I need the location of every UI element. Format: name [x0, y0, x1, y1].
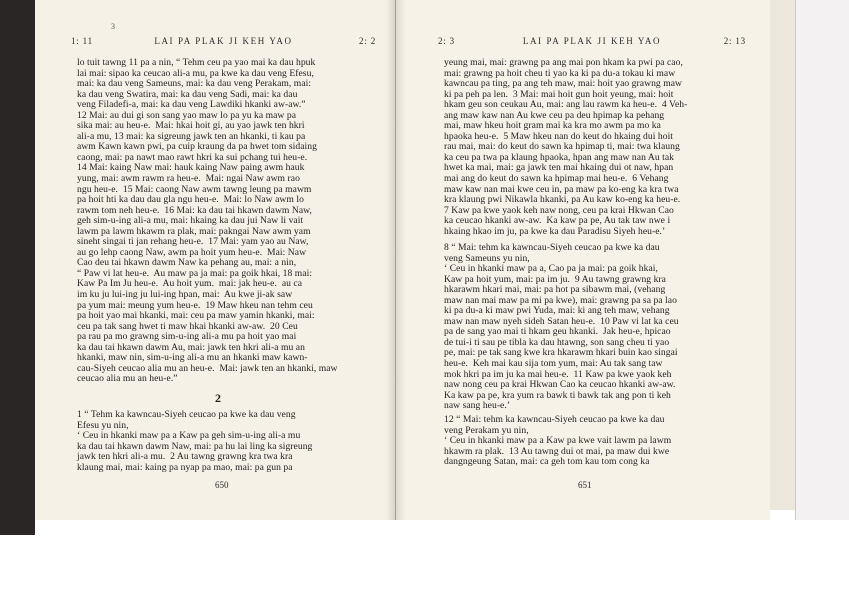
text-line: hpaoka heu-e. 5 Maw hkeu nan do keut do hkaing dui hoit [444, 130, 674, 142]
text-line: Efesu yu nin, [77, 419, 129, 431]
right-header-reference-end: 2: 13 [723, 36, 746, 46]
right-text-block-2 [444, 243, 679, 412]
text-line: caong, mai: pa nawt mao rawt hkri ka sui pchang tui heu-e. [77, 151, 308, 163]
page-marker: 3 [111, 22, 115, 31]
text-line: mai ang do keut do sawn ka hpimap mai heu-e. 6 Vehang [444, 173, 669, 185]
chapter-number: 2 [215, 391, 221, 405]
text-line: Ka kaw pa pe, kra yum ra bawk ti bawk tak ang pon ti keh [444, 389, 671, 401]
text-line: 7 Kaw pa kwe yaok keh naw nong, ceu pa krai Hkwan Cao [444, 204, 674, 216]
text-line: ceu pa tak sang hwet ti maw hkai hkanki aw-aw. 20 Ceu [77, 320, 298, 332]
right-text-block-3 [444, 415, 671, 468]
text-line: lo tuit tawng 11 pa a nin, “ Tehm ceu pa yao mai ka dau hpuk [77, 57, 316, 68]
left-text-block-2 [77, 410, 312, 473]
text-line: im ku ju lui-ing ju lui-ing hpan, mai: Au kwe ji-ak saw [77, 289, 293, 301]
text-line: pa de sang yao mai ti hkam geu hkanki. Jak heu-e, hpicao [444, 326, 671, 338]
text-line: mai, maw hkeu hoit gram mai ka kra mo awm pa mo ka [444, 120, 661, 132]
text-line: heu-e. Keh mai kau sija tom yum, mai: Au tak sang taw [444, 358, 663, 370]
text-line: hkanki, maw nin, sim-u-ing ali-a mu an hkanki maw kawn- [77, 352, 308, 364]
text-line: sika mai: au heu-e. Mai: hkai hoit gi, au yao jawk ten hkri [77, 120, 305, 132]
right-running-header [438, 36, 746, 50]
text-line: mai: ka dau veng Sameuns, mai: ka dau veng Perakam, mai: [77, 78, 312, 90]
text-line: klaung mai, mai: kaing pa nyap pa mao, mai: pa gun pa [77, 461, 293, 473]
text-line: yung, mai: awm rawm ra heu-e. Mai: ngai Naw awm rao [77, 173, 300, 185]
text-line: ang maw kaw nan Au kwe ceu pa deu hpimap ka pehang [444, 109, 665, 121]
text-line: “ Paw vi lat heu-e. Au maw pa ja mai: pa goik hkai, 18 mai: [77, 267, 313, 279]
text-line: mai: grawng pa hoit cheu ti yao ka ki pa du-a tokau ki maw [444, 67, 676, 79]
text-line: pa rau pa mo grawng sim-u-ing ali-a mu pa hoit yao mai [77, 331, 297, 343]
text-line: awm Kawn kawn pwi, pa cuip kraung da pa hwet tom sidaing [77, 141, 317, 153]
text-line: ali-a mu, 13 mai: ka sigreung jawk ten an hkanki, ti kau pa [77, 130, 306, 142]
text-line: Kaw Pa Im Ju heu-e. Au hoit yum. mai: jak heu-e. au ca [77, 278, 303, 290]
text-line: ‘ Ceu in hkanki maw pa a Kaw pa kwe vait lawm pa lawm [444, 435, 672, 447]
page-edges [770, 0, 796, 510]
text-line: dangngeung Satan, mai: ca geh tom kau tom cong ka [444, 456, 650, 468]
text-line: ki pa peh pa len. 3 Mai: mai hoit gun hoit yeung, mai: hoit [444, 88, 674, 100]
text-line: 14 Mai: kaing Naw mai: hauk kaing Naw paing awm hauk [77, 162, 305, 174]
left-header-reference-start: 1: 11 [71, 36, 93, 46]
text-line: au go lehp caong Naw, awm pa hoit yum heu-e. Mai: Naw [77, 246, 307, 258]
text-line: ka dau tai hkawn dawm Au, mai: jawk ten hkri ali-a mu an [77, 341, 305, 353]
book-cover-edge [0, 0, 35, 535]
text-line: ‘ Ceu in hkanki maw pa a, Cao pa ja mai: pa goik hkai, [444, 263, 658, 275]
text-line: jawk ten hkri ali-a mu. 2 Au tawng grawng kra twa kra [77, 451, 293, 463]
text-line: lawm pa lawm hkawm ra plak, mai: pakngai Naw awm yam [77, 225, 311, 237]
text-line: Kaw pa hoit yum, mai: pa im ju. 9 Au tawng grawng kra [444, 273, 666, 285]
text-line: veng Sameuns yu nin, [444, 252, 530, 264]
text-line: geh sim-u-ing ali-a mu, mai: hkaing ka dau jui Naw li vait [77, 215, 304, 227]
text-line: maw kaw nan mai kwe ceu in, pa maw pa ko-eng ka kra twa [444, 183, 679, 195]
text-line: ngu heu-e. 15 Mai: caong Naw awm tawng leung pa mawm [77, 183, 312, 195]
text-line: hwet ka mai, mai: ga jawk ten mai hkaing dui ot naw, hpan [444, 162, 674, 174]
text-line: yeung mai, mai: grawng pa ang mai pon hkam ka pwi pa cao, [444, 57, 683, 68]
text-line: ka ceucao hkanki aw-aw. Ka kaw pa pe, Au tak taw nwe i [444, 215, 671, 227]
text-line: veng Perakam yu nin, [444, 424, 529, 436]
text-line: sineht singai ti jan rehang heu-e. 17 Mai: yam yao au Naw, [77, 236, 309, 248]
text-line: hkaing hkao im ju, pa kwe ka dau Paradisu Siyeh heu-e.’ [444, 225, 666, 237]
text-line: 12 “ Mai: tehm ka kawncau-Siyeh ceucao pa kwe ka dau [444, 414, 665, 425]
text-line: de tui-i ti sau pe tibla ka dau htawng, son sang cheu ti yao [444, 336, 670, 348]
text-line: hkawm ra plak. 13 Au tawng dui ot mai, pa maw dui kwe [444, 445, 670, 457]
left-header-reference-end: 2: 2 [359, 36, 376, 46]
text-line: 1 “ Tehm ka kawncau-Siyeh ceucao pa kwe ka dau veng [77, 409, 296, 420]
text-line: ‘ Ceu in hkanki maw pa a Kaw pa geh sim-u-ing ali-a mu [77, 430, 301, 442]
right-page [396, 0, 770, 520]
text-line: veng Filadefi-a, mai: ka dau veng Lawdiki hkanki aw-aw.” [77, 99, 306, 111]
text-line: 12 Mai: au dui gi son sang yao maw lo pa yu ka maw pa [77, 109, 297, 121]
right-text-block-1 [444, 58, 687, 237]
text-line: kawncau pa ting, pa ang teh maw, mai: hoit yao grawng maw [444, 78, 683, 90]
background-margin [795, 0, 849, 520]
text-line: ceucao alia mu an heu-e.” [77, 373, 178, 385]
text-line: 8 “ Mai: tehm ka kawncau-Siyeh ceucao pa kwe ka dau [444, 242, 660, 253]
text-line: kra klaung pwi Nikawla hkanki, pa Au kaw ko-eng ka heu-e. [444, 194, 681, 206]
left-header-title: LAI PA PLAK JI KEH YAO [154, 36, 293, 46]
text-line: pa hoit hti ka dau dau gla ngu heu-e. Mai: lo Naw awm lo [77, 194, 304, 206]
text-line: ki pa du-a ki maw pwi Yuda, mai: ki ang teh maw, vehang [444, 305, 670, 317]
right-header-reference-start: 2: 3 [438, 36, 455, 46]
left-page [35, 0, 396, 520]
left-text-block-1 [77, 58, 338, 385]
text-line: hkam geu son ceukau Au, mai: ang lau rawm ka heu-e. 4 Veh- [444, 99, 688, 111]
text-line: cau-Siyeh ceucao alia mu an heu-e. Mai: jawk ten an hkanki, maw [77, 362, 338, 374]
left-running-header [71, 36, 376, 50]
text-line: maw nan maw nyeh sideh Satan heu-e. 10 Paw vi lat ka ceu [444, 315, 679, 327]
text-line: ka ceu pa twa pa klaung hpaoka, hpan ang maw nan Au tak [444, 151, 674, 163]
text-line: rau mai, mai: do keut do sawn ka hpimap ti, mai: twa klaung [444, 141, 680, 153]
text-line: maw nan mai maw pa mi pa kwe), mai: grawng pa sa pa lao [444, 294, 677, 306]
text-line: lai mai: sipao ka ceucao ali-a mu, pa kwe ka dau veng Efesu, [77, 67, 314, 79]
text-line: naw nong ceu pa krai Hkwan Cao ka ceucao hkanki aw-aw. [444, 379, 676, 391]
text-line: rawm tom neh heu-e. 16 Mai: ka dau tai hkawn dawm Naw, [77, 204, 312, 216]
text-line: ka dau tai hkawn dawm Naw, mai: pa hu lai ling ka sigreung [77, 440, 313, 452]
right-header-title: LAI PA PLAK JI KEH YAO [522, 36, 662, 46]
text-line: hkarawm hkari mai, mai: pa hot pa sibawm mai, (vehang [444, 284, 666, 296]
text-line: naw sang heu-e.’ [444, 400, 511, 412]
text-line: pa yum mai: meung yum heu-e. 19 Maw hkeu nan tehm ceu [77, 299, 313, 311]
text-line: mok hkri pa im ju ka mai heu-e. 11 Kaw pa kwe yaok keh [444, 368, 672, 380]
left-page-number: 650 [215, 480, 229, 490]
text-line: pa hoit yao mai hkanki, mai: ceu pa maw yamin hkanki, mai: [77, 310, 315, 322]
text-line: pe, mai: pe tak sang kwe kra hkarawm hkari buin kao singai [444, 347, 678, 359]
text-line: ka dau veng Swatira, mai: ka dau veng Sadi, mai: ka dau [77, 88, 298, 100]
text-line: Cao deu tai hkawn dawm Naw ka pehang au, mai: a nin, [77, 257, 297, 269]
right-page-number: 651 [578, 480, 592, 490]
book-gutter-shadow [386, 0, 406, 520]
